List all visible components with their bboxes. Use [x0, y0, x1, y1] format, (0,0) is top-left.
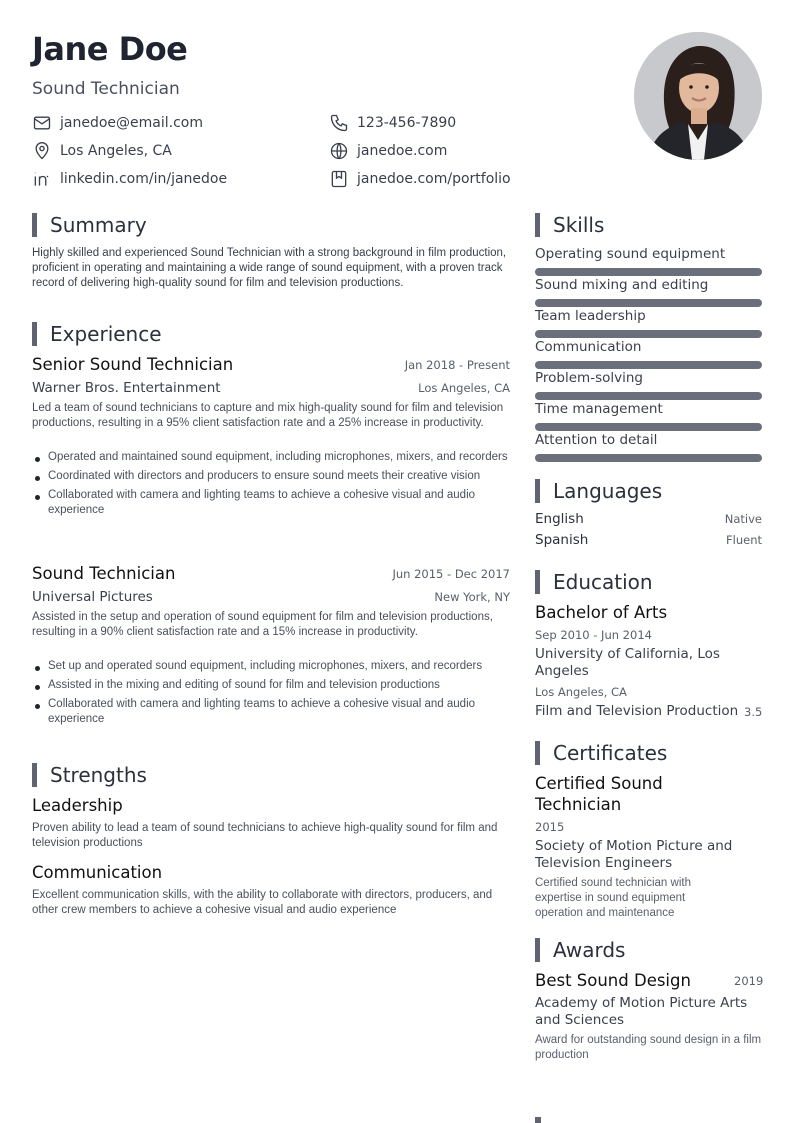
certificates-heading-text: Certificates: [553, 741, 668, 765]
education-field: Film and Television Production: [535, 703, 739, 719]
skill-item: [535, 370, 762, 400]
contact-phone-text: 123-456-7890: [357, 115, 457, 131]
email-icon: [32, 113, 52, 133]
contact-email[interactable]: [32, 113, 203, 133]
heading-accent-bar: [535, 741, 540, 765]
skill-label: Operating sound equipment: [535, 246, 726, 262]
languages-heading-text: Languages: [553, 479, 663, 503]
strength-text: Proven ability to lead a team of sound technicians to achieve high-quality sound for film and television productions: [32, 822, 498, 849]
education-location: Los Angeles, CA: [535, 685, 627, 699]
skill-label: Sound mixing and editing: [535, 277, 709, 293]
award-title: Best Sound Design: [535, 971, 691, 990]
contact-portfolio-text: janedoe.com/portfolio: [357, 171, 511, 187]
heading-accent-bar: [535, 938, 540, 962]
heading-accent-bar: [32, 322, 37, 346]
list-item: Set up and operated sound equipment, including microphones, mixers, and recorders: [32, 659, 512, 674]
summary-heading-text: Summary: [50, 213, 147, 237]
skill-label: Communication: [535, 339, 642, 355]
contact-linkedin-text: linkedin.com/in/janedoe: [60, 171, 228, 187]
certificate-year: 2015: [535, 820, 565, 834]
job-bullets: [32, 659, 512, 731]
job-dates: Jan 2018 - Present: [404, 358, 510, 372]
contact-location: [32, 141, 172, 161]
skill-item: [535, 339, 762, 369]
list-item: Coordinated with directors and producers to ensure sound meets their creative vision: [32, 469, 512, 484]
page-footer-mark: [535, 1117, 541, 1123]
skill-item: [535, 401, 762, 431]
education-school: University of California, Los Angeles: [535, 646, 720, 679]
certificate-description: Certified sound technician with expertise in sound equipment operation and maintenance: [535, 877, 691, 919]
skill-label: Team leadership: [535, 308, 646, 324]
job-company: Universal Pictures: [32, 589, 153, 605]
education-heading: [535, 570, 653, 594]
skill-level-bar: [535, 423, 762, 431]
list-item: Assisted in the mixing and editing of sound for film and television productions: [32, 678, 512, 693]
language-level: Native: [724, 512, 762, 526]
strengths-heading-text: Strengths: [50, 763, 147, 787]
job-company: Warner Bros. Entertainment: [32, 380, 221, 396]
job-dates: Jun 2015 - Dec 2017: [392, 567, 510, 581]
skill-item: [535, 246, 762, 276]
contact-website-text: janedoe.com: [357, 143, 448, 159]
job-location: Los Angeles, CA: [418, 381, 510, 395]
language-row: [535, 532, 762, 548]
list-item: Collaborated with camera and lighting teams to achieve a cohesive visual and audio experience: [32, 488, 512, 518]
languages-heading: [535, 479, 662, 503]
experience-heading: [32, 322, 162, 346]
job-bullets: [32, 450, 512, 522]
skill-level-bar: [535, 454, 762, 462]
heading-accent-bar: [535, 570, 540, 594]
contact-location-text: Los Angeles, CA: [60, 143, 172, 159]
heading-accent-bar: [535, 213, 540, 237]
skill-level-bar: [535, 392, 762, 400]
job-description: Assisted in the setup and operation of sound equipment for film and television productions, resulting in a 90% client satisfaction rate and a 15% increase in productivity.: [32, 611, 493, 638]
location-pin-icon: [32, 141, 52, 161]
skill-level-bar: [535, 361, 762, 369]
skill-item: [535, 308, 762, 338]
education-dates: Sep 2010 - Jun 2014: [535, 628, 652, 642]
skills-heading-text: Skills: [553, 213, 605, 237]
language-row: [535, 511, 762, 527]
award-issuer: Academy of Motion Picture Arts and Sciences: [535, 995, 748, 1028]
certificate-issuer: Society of Motion Picture and Television Engineers: [535, 838, 733, 871]
award-description: Award for outstanding sound design in a film production: [535, 1034, 762, 1061]
award-year: 2019: [734, 974, 764, 988]
education-heading-text: Education: [553, 570, 653, 594]
phone-icon: [329, 113, 349, 133]
language-name: Spanish: [535, 532, 589, 548]
certificates-heading: [535, 741, 667, 765]
certificate-title: Certified Sound Technician: [535, 774, 663, 814]
contact-website[interactable]: [329, 141, 447, 161]
summary-heading: [32, 213, 147, 237]
strength-text: Excellent communication skills, with the ability to collaborate with directors, producers, and other crew members to achieve a cohesive visual and audio experience: [32, 889, 493, 916]
education-gpa: 3.5: [744, 705, 763, 719]
skill-level-bar: [535, 268, 762, 276]
list-item: Collaborated with camera and lighting teams to achieve a cohesive visual and audio experience: [32, 697, 512, 727]
skill-label: Time management: [535, 401, 663, 417]
awards-heading: [535, 938, 625, 962]
strength-title: Communication: [32, 863, 163, 882]
heading-accent-bar: [32, 763, 37, 787]
bookmark-icon: [329, 169, 349, 189]
skill-level-bar: [535, 299, 762, 307]
heading-accent-bar: [535, 479, 540, 503]
education-degree: Bachelor of Arts: [535, 603, 668, 622]
skill-label: Attention to detail: [535, 432, 658, 448]
profile-photo: [634, 32, 762, 160]
language-name: English: [535, 511, 584, 527]
contact-phone[interactable]: [329, 113, 456, 133]
strengths-heading: [32, 763, 147, 787]
job-location: New York, NY: [434, 590, 510, 604]
skill-item: [535, 277, 762, 307]
skill-label: Problem-solving: [535, 370, 643, 386]
skill-level-bar: [535, 330, 762, 338]
job-description: Led a team of sound technicians to capture and mix high-quality sound for film and television productions, resulting in a 95% client satisfaction rate and a 25% increase in productivity.: [32, 402, 504, 429]
globe-icon: [329, 141, 349, 161]
experience-heading-text: Experience: [50, 322, 162, 346]
list-item: Operated and maintained sound equipment, including microphones, mixers, and recorders: [32, 450, 512, 465]
skill-item: [535, 432, 762, 462]
job-title: Sound Technician: [32, 564, 176, 583]
strength-title: Leadership: [32, 796, 123, 815]
job-title: Senior Sound Technician: [32, 355, 234, 374]
contact-linkedin[interactable]: [32, 169, 227, 189]
summary-text: Highly skilled and experienced Sound Technician with a strong background in film production, proficient in operating and maintaining a wide range of sound equipment, with a proven track record of delivering high-quality sound for film and television productions.: [32, 247, 507, 289]
heading-accent-bar: [32, 213, 37, 237]
contact-portfolio[interactable]: [329, 169, 511, 189]
language-level: Fluent: [726, 533, 762, 547]
linkedin-icon: [32, 169, 52, 189]
skills-heading: [535, 213, 604, 237]
candidate-name: Jane Doe: [32, 30, 188, 68]
candidate-role: Sound Technician: [32, 79, 180, 99]
contact-email-text: janedoe@email.com: [60, 115, 203, 131]
awards-heading-text: Awards: [553, 938, 626, 962]
